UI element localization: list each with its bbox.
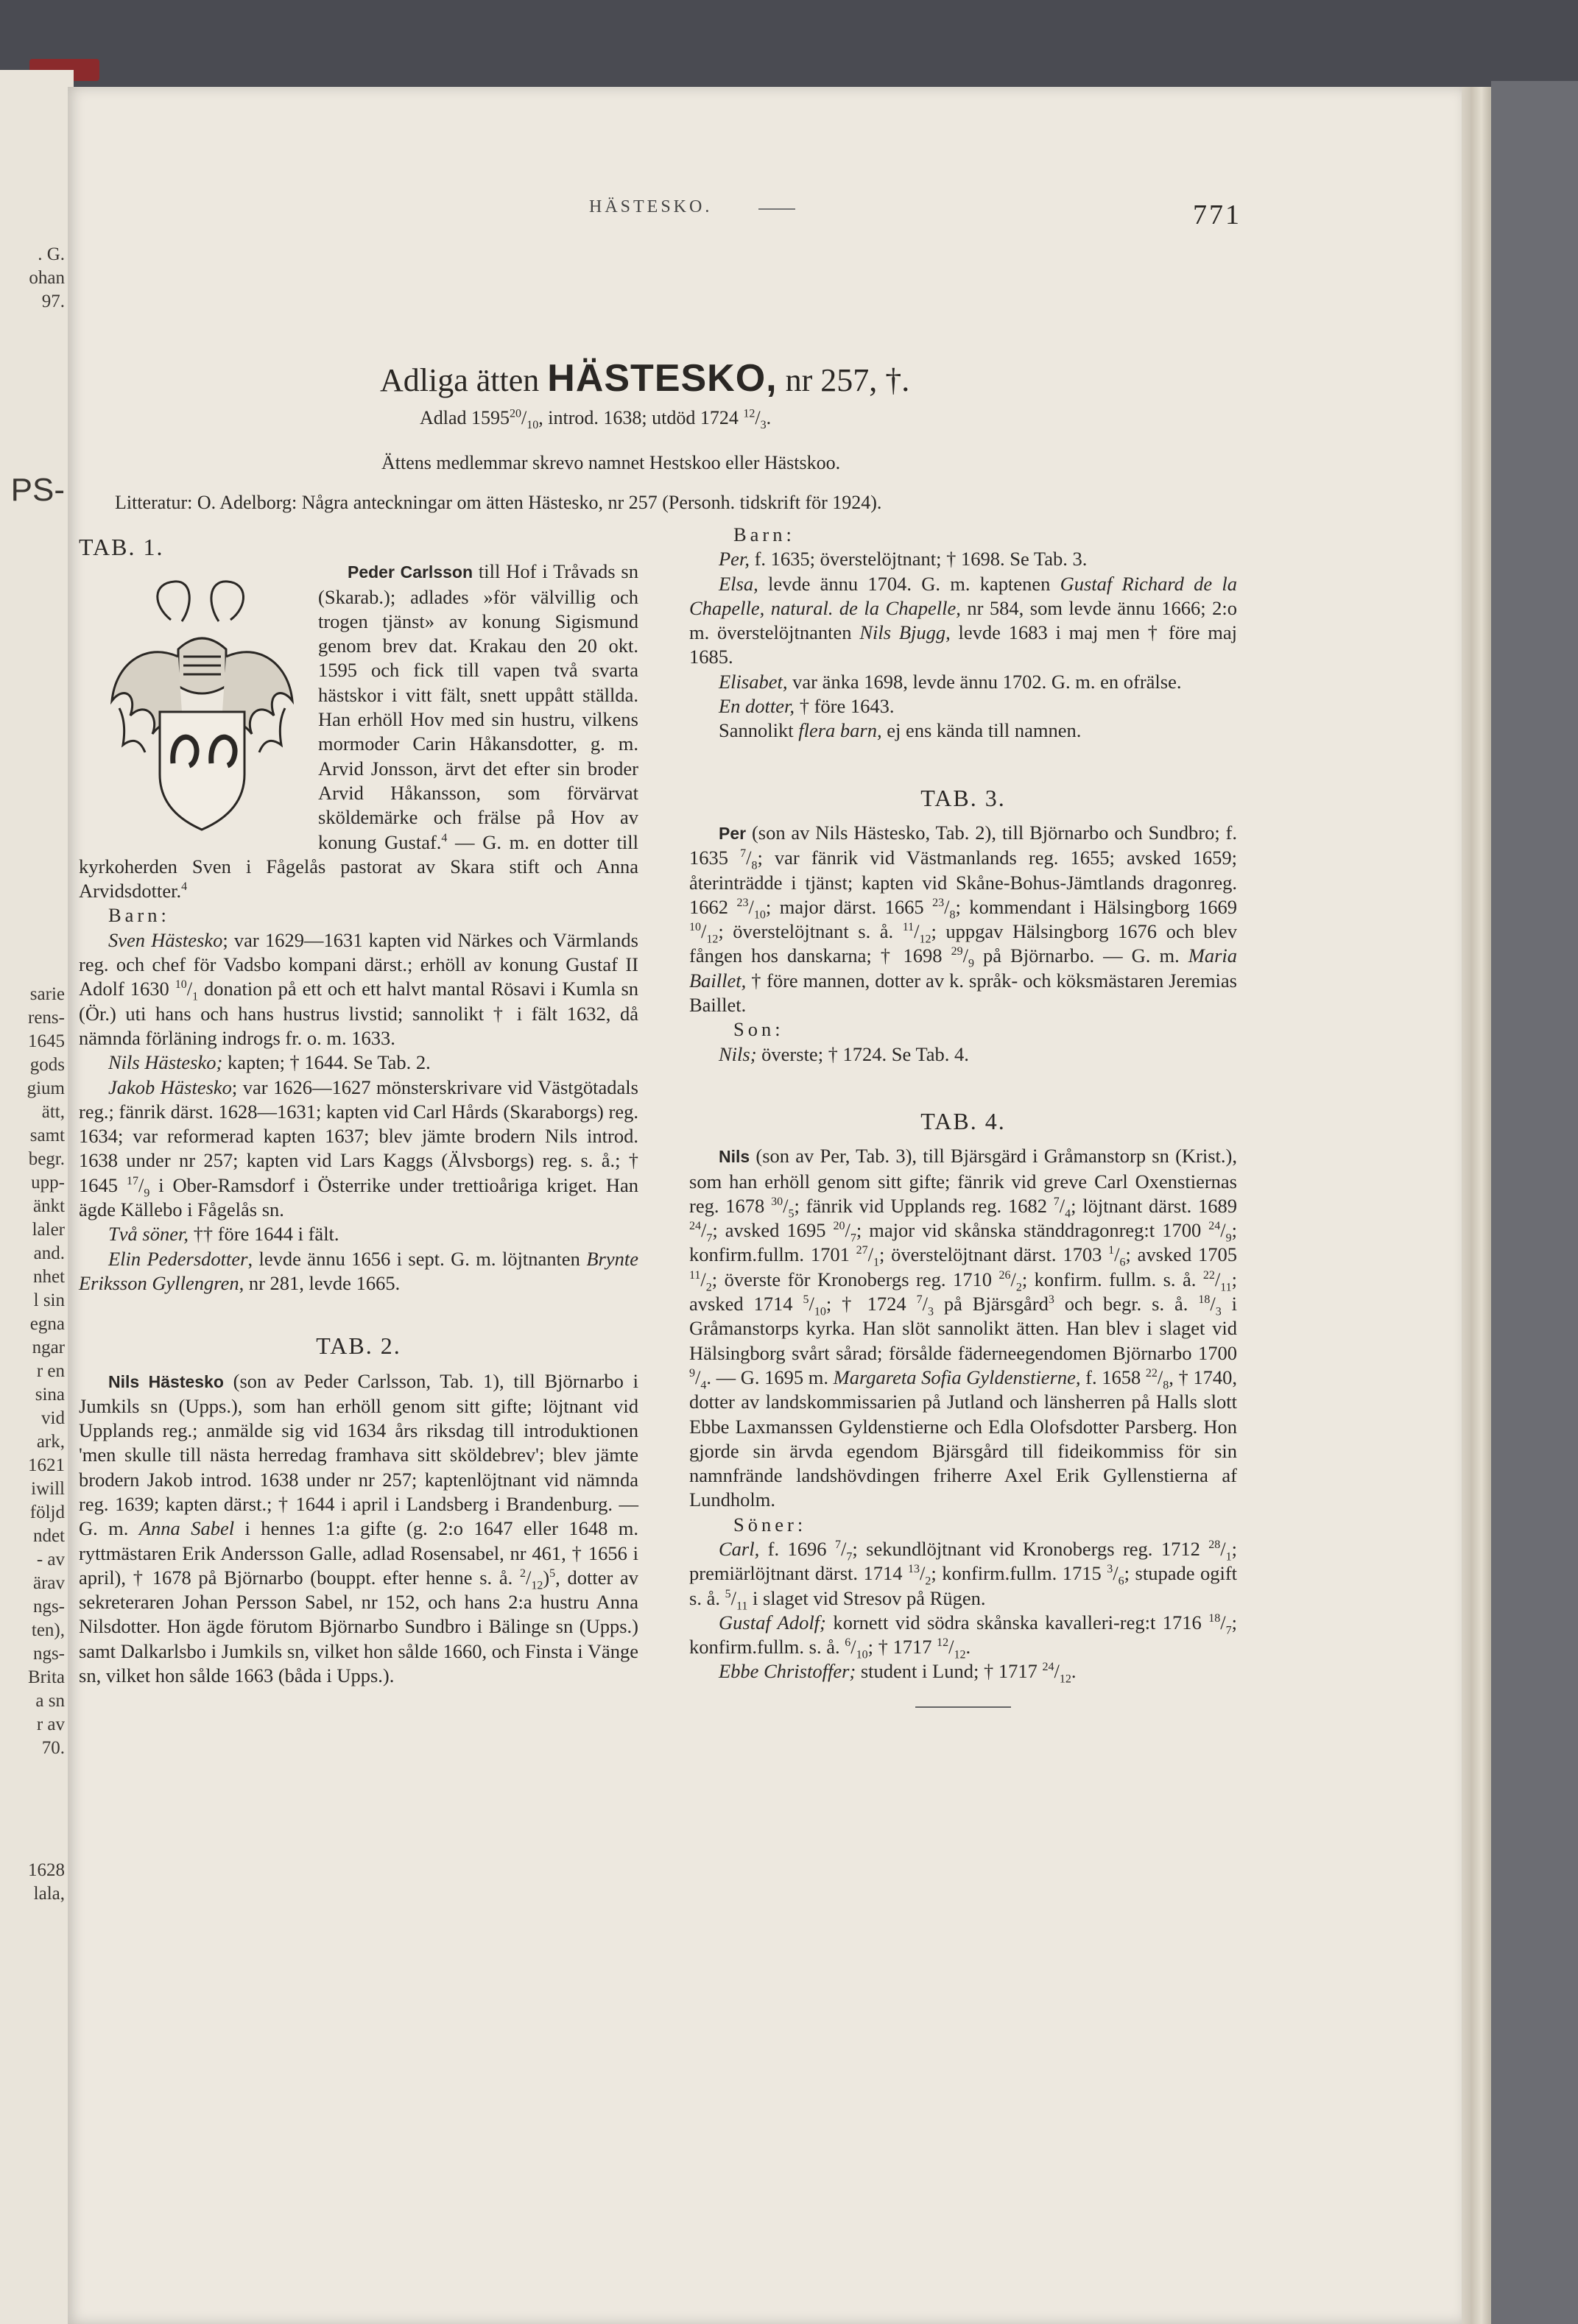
running-head: HÄSTESKO. — [589, 197, 713, 216]
facing-page-text-fragment: a sn — [35, 1691, 65, 1711]
facing-page-text-fragment: ten), — [31, 1620, 65, 1640]
jakob-entry: Jakob Hästesko; var 1626—1627 mönsterskrivare vid Västgötadals reg.; fänrik därst. 1628—1631; kapten vid Carl Hårds (Skaraborgs) reg. 1634; var reformerad kapten 1637; blev jämte brodern Nils introd. 1638 under nr 257; kapten vid Lars Kaggs (Älvsborgs) reg. s. å.; † 1645 $^{17}/_9$ i Ober-Ramsdorf i Österrike under trettioåriga kriget. Han ägde Källebo i Fågelås sn. — [79, 1076, 639, 1221]
barn-heading: Barn: — [108, 904, 170, 927]
literature-note: Litteratur: O. Adelborg: Några anteckningar om ätten Hästesko, nr 257 (Personh. tidskrift för 1924). — [115, 492, 882, 513]
per3-entry: Per (son av Nils Hästesko, Tab. 2), till Björnarbo och Sundbro; f. 1635 $^7/_8$; var fänrik vid Västmanlands reg. 1655; avsked 1659; återinträdde i tjänst; kapten vid Skåne-Bohus-Jämtlands dragonreg. 1662 $^{23}/_{10}$; major därst. 1665 $^{23}/_8$; kommendant i Hälsingborg 1669 $^{10}/_{12}$; överstelöjtnant s. å. $^{11}/_{12}$; uppgav Hälsingborg 1676 och blev fången hos danskarna; † 1698 $^{29}/_9$ på Björnarbo. — G. m. Maria Baillet, † före mannen, dotter av k. språk- och köksmästaren Jeremias Baillet. — [689, 821, 1238, 1017]
page-edges — [1462, 87, 1491, 2324]
facing-page-text-fragment: änkt — [32, 1196, 65, 1216]
per-entry: Per, f. 1635; överstelöjtnant; † 1698. Se Tab. 3. — [719, 548, 1088, 571]
coat-of-arms-image — [101, 576, 303, 841]
facing-page-text-fragment: - av — [36, 1550, 65, 1569]
facing-page-text-fragment: vid — [41, 1408, 65, 1428]
facing-page-text-fragment: rens- — [28, 1008, 65, 1028]
end-rule — [915, 1706, 1011, 1708]
facing-page-text-fragment: ndet — [32, 1526, 65, 1546]
facing-page-text-fragment: ärav — [32, 1573, 65, 1593]
facing-page-text-fragment: 1621 — [28, 1455, 65, 1475]
sven-entry: Sven Hästesko; var 1629—1631 kapten vid Närkes och Värmlands reg. och chef för Vadsbo kompani därst.; erhöll av konung Gustaf II Adolf 1630 $^{10}/_1$ donation på ett och ett halvt mantal Rösavi i Kumla sn (Ör.) uti hans och hans hustrus livstid; sannolikt † i fält 1632, då nämnda förläning indrogs fr. o. m. 1633. — [79, 928, 639, 1049]
facing-page-text-fragment: PS- — [10, 472, 65, 508]
elisabet-entry: Elisabet, var änka 1698, levde ännu 1702. G. m. en ofrälse. — [719, 670, 1182, 693]
nils3-entry: Nils; överste; † 1724. Se Tab. 4. — [719, 1042, 969, 1065]
title-prefix: Adliga ätten — [380, 362, 540, 398]
facing-page-text-fragment: begr. — [28, 1149, 65, 1169]
ennoblement-line: Adlad $1595^{20}/_{10}$, introd. 1638; utdöd 1724 $^{12}/_3$. — [420, 407, 772, 432]
left-column — [79, 535, 638, 1688]
son-heading: Son: — [733, 1018, 784, 1041]
running-head-dash — [758, 208, 795, 210]
nils2-entry: Nils Hästesko (son av Peder Carlsson, Tab. 1), till Björnarbo i Jumkils sn (Upps.), som han erhöll genom sitt gifte; löjtnant vid Upplands reg.; anmälde sig vid 1634 års riksdag till introduktionen 'men skulle till nästa herredag framhava sitt sköldebrev'; blev jämte brodern Jakob introd. 1638 under nr 257; kaptenlöjtnant vid nämnda reg. 1639; kapten därst.; † 1644 i april i Landsberg i Brandenburg. — G. m. Anna Sabel i hennes 1:a gifte (g. 2:o 1647 eller 1648 m. ryttmästaren Erik Andersson Galle, adlad Rosensabel, nr 461, † 1656 i april), † 1678 på Björnarbo (bouppt. efter henne s. å. $^2/_{12})^5$, dotter av sekreteraren Johan Persson Sabel, nr 152, och hans 2:a hustru Anna Nilsdotter. Hon ägde förutom Björnarbo Sundbro i Bälinge sn (Upps.) samt Dalkarlsbo i Jumkils sn, vilket hon sålde 1660, och Finsta i Vänge sn, vilket hon sålde 1663 (båda i Upps.). — [79, 1369, 639, 1687]
tab3-heading: TAB. 3. — [920, 784, 1006, 811]
tva-soner-entry: Två söner, †† före 1644 i fält. — [108, 1223, 339, 1246]
elsa-entry: Elsa, levde ännu 1704. G. m. kaptenen Gustaf Richard de la Chapelle, natural. de la Chapelle, nr 584, som levde ännu 1666; 2:o m. överstelöjtnanten Nils Bjugg, levde 1683 i maj men † före maj 1685. — [689, 572, 1238, 668]
soner-heading: Söner: — [733, 1513, 807, 1536]
ebbe-entry: Ebbe Christoffer; student i Lund; † 1717 $^{24}/_{12}$. — [719, 1660, 1077, 1686]
family-name: HÄSTESKO, — [547, 357, 778, 400]
page-number: 771 — [1193, 199, 1241, 230]
facing-page-text-fragment: r en — [36, 1361, 65, 1381]
facing-page-text-fragment: l sin — [33, 1290, 65, 1310]
facing-page-text-fragment: 1628 — [28, 1860, 65, 1880]
facing-page-text-fragment: . G. — [38, 244, 65, 264]
facing-page-text-fragment: ark, — [36, 1432, 65, 1452]
coat-of-arms-icon — [101, 576, 303, 841]
facing-page-text-fragment: 70. — [41, 1738, 65, 1758]
facing-page-text-fragment: Brita — [28, 1667, 65, 1687]
facing-page-text-fragment: gium — [27, 1078, 65, 1098]
flera-barn-entry: Sannolikt flera barn, ej ens kända till namnen. — [719, 719, 1082, 742]
tab2-heading: TAB. 2. — [316, 1332, 401, 1360]
page-title — [380, 356, 1043, 400]
facing-page-text-fragment: ngar — [32, 1338, 65, 1357]
elin-entry: Elin Pedersdotter, levde ännu 1656 i sept. G. m. löjtnanten Brynte Eriksson Gyllengren, nr 281, levde 1665. — [79, 1247, 638, 1294]
facing-page-fragment — [0, 70, 74, 2324]
facing-page-text-fragment: 97. — [41, 292, 65, 311]
en-dotter-entry: En dotter, † före 1643. — [719, 695, 895, 718]
carl-entry: Carl, f. 1696 $^7/_7$; sekundlöjtnant vid Kronobergs reg. 1712 $^{28}/_1$; premiärlöjtnant därst. 1714 $^{13}/_2$; konfirm.fullm. 1715 $^3/_6$; stupade ogift s. å. $^5/_{11}$ i slaget vid Stresov på Rügen. — [689, 1537, 1238, 1612]
nils-entry: Nils Hästesko; kapten; † 1644. Se Tab. 2. — [108, 1051, 431, 1074]
facing-page-text-fragment: sina — [35, 1385, 65, 1405]
facing-page-text-fragment: sarie — [29, 984, 65, 1004]
facing-page-text-fragment: följd — [29, 1502, 65, 1522]
scan-backdrop — [0, 0, 1578, 88]
name-spelling-note: Ättens medlemmar skrevo namnet Hestskoo eller Hästskoo. — [381, 452, 841, 473]
tab1-heading: TAB. 1. — [79, 534, 164, 560]
gustaf-adolf-entry: Gustaf Adolf; kornett vid södra skånska kavalleri-reg:t 1716 $^{18}/_7$; konfirm.fullm. s. å. $^6/_{10}$; † 1717 $^{12}/_{12}$. — [689, 1611, 1237, 1661]
facing-page-text-fragment: ohan — [29, 268, 65, 288]
facing-page-text-fragment: 1645 — [28, 1031, 65, 1051]
scan-border-right — [1491, 81, 1578, 2324]
facing-page-text-fragment: ngs- — [32, 1597, 65, 1617]
facing-page-text-fragment: laler — [32, 1220, 65, 1240]
facing-page-text-fragment: upp- — [31, 1173, 65, 1193]
tab4-heading: TAB. 4. — [920, 1107, 1006, 1134]
facing-page-text-fragment: r av — [36, 1714, 65, 1734]
title-suffix: nr 257, †. — [785, 362, 910, 398]
facing-page-text-fragment: lala, — [33, 1884, 65, 1904]
facing-page-text-fragment: ätt, — [41, 1102, 65, 1122]
facing-page-text-fragment: iwill — [31, 1479, 65, 1499]
peder-entry: Peder Carlsson till Hof i Tråvads sn (Skarab.); adlades »för välvillig och trogen tjänst» av konung Sigismund genom brev dat. Krakau den 20 okt. 1595 och fick till vapen två svarta hästskor i vitt fält, snett uppått ställda. Han erhöll Hov med sin hustru, vilkens mormoder Carin Håkansdotter, g. m. Arvid Jonsson, ärvt det efter sin broder Arvid Håkansson, som förvärvat sköldemärke och frälse på Hov av konung Gustaf.$^4$ — G. m. en dotter till kyrkoherden Sven i Fågelås pastorat av Skara stift och Anna Arvidsdotter.$^4$ — [79, 560, 638, 903]
facing-page-text-fragment: and. — [33, 1243, 65, 1263]
nils4-entry: Nils (son av Per, Tab. 3), till Bjärsgärd i Gråmanstorp sn (Krist.), som han erhöll genom sitt gifte; fänrik vid greve Carl Oxenstiernas reg. 1678 $^{30}/_5$; fänrik vid Upplands reg. 1682 $^7/_4$; löjtnant därst. 1689 $^{24}/_7$; avsked 1695 $^{20}/_7$; major vid skånska ständdragonreg:t 1700 $^{24}/_9$; konfirm.fullm. 1701 $^{27}/_1$; överstelöjtnant därst. 1703 $^1/_6$; avsked 1705 $^{11}/_2$; överste för Kronobergs reg. 1710 $^{26}/_2$; konfirm. fullm. s. å. $^{22}/_{11}$; avsked 1714 $^5/_{10}$; † 1724 $^7/_3$ på Bjärsgård$^3$ och begr. s. å. $^{18}/_3$ i Gråmanstorps kyrka. Han slöt sannolikt ätten. Han blev i slaget vid Hälsingborg svårt sårad; försålde fäderneegendomen Björnarbo 1700 $^9/_4$. — G. 1695 m. Margareta Sofia Gyldenstierne, f. 1658 $^{22}/_8$, † 1740, dotter av landskommissarien på Jutland och länsherren på Halls slott Ebbe Laxmanssen Gyldenstierne och Edla Olofsdotter Parsberg. Hon gjorde sin ärvda egendom Bjärsgård till fideikommiss för sin namnfrände landshövdingen friherre Axel Erik Gyllenstierna af Lundholm. — [689, 1145, 1238, 1511]
facing-page-text-fragment: gods — [29, 1055, 65, 1075]
facing-page-text-fragment: ngs- — [32, 1644, 65, 1664]
barn-heading-right: Barn: — [733, 523, 795, 545]
right-column — [689, 523, 1237, 1708]
facing-page-text-fragment: nhet — [32, 1267, 65, 1287]
facing-page-text-fragment: egna — [29, 1314, 65, 1334]
facing-page-text-fragment: samt — [29, 1126, 65, 1145]
